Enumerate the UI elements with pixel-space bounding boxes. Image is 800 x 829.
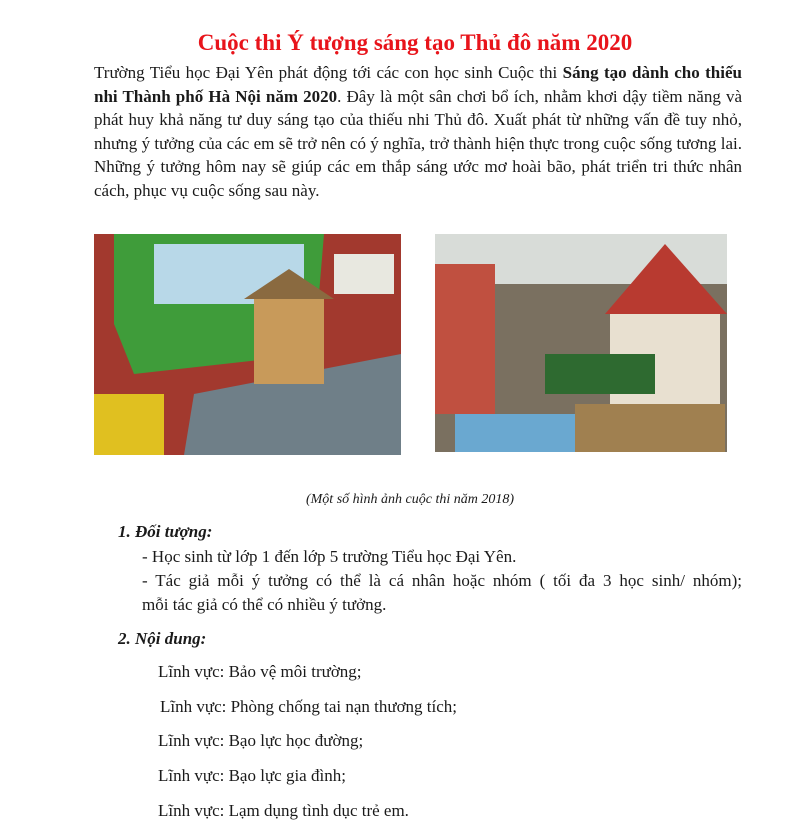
section-1-line: mỗi tác giả có thể có nhiều ý tưởng. (142, 595, 387, 614)
page-title: Cuộc thi Ý tượng sáng tạo Thủ đô năm 2020 (197, 30, 633, 55)
section-1-line: - Học sinh từ lớp 1 đến lớp 5 trường Tiểu học Đại Yên. (142, 547, 517, 566)
photo-house-models (435, 234, 727, 452)
intro-bold: Sáng tạo dành cho thiếu nhi Thành phố Hà Nội năm 2020 (94, 63, 742, 106)
photo-bus-house-model (94, 234, 401, 455)
content-item: Lĩnh vực: Phòng chống tai nạn thương tích; (160, 697, 458, 716)
content-item: Lĩnh vực: Bảo vệ môi trường; (158, 662, 362, 681)
content-item: Lĩnh vực: Bạo lực học đường; (158, 731, 364, 750)
intro-text: Trường Tiểu học Đại Yên phát động tới các con học sinh Cuộc thi (94, 63, 563, 82)
content-item: Lĩnh vực: Lạm dụng tình dục trẻ em. (158, 801, 409, 820)
photo-caption: (Một số hình ảnh cuộc thi năm 2018) (305, 492, 515, 507)
content-item: Lĩnh vực: Bạo lực gia đình; (158, 766, 346, 785)
intro-text-2: . Đây là một sân chơi bổ ích, nhằm khơi dậy tiềm năng và phát huy khả năng tư duy sáng tạo của thiếu nhi Thủ đô. Xuất phát từ những vấn đề tuy nhỏ, nhưng ý tưởng của các em sẽ trở nên có ý nghĩa, trở thành hiện thực trong cuộc sống tương lai. Những ý tưởng hôm nay sẽ giúp các em thắp sáng ước mơ hoài bão, phát triển tri thức nhân cách, phục vụ cuộc sống sau này. (94, 86, 743, 200)
section-1-heading: 1. Đối tượng: (118, 522, 213, 541)
section-1-line: - Tác giả mỗi ý tưởng có thể là cá nhân hoặc nhóm ( tối đa 3 học sinh/ nhóm); (142, 571, 742, 590)
section-2-heading: 2. Nội dung: (118, 629, 207, 648)
intro-paragraph (94, 61, 742, 203)
